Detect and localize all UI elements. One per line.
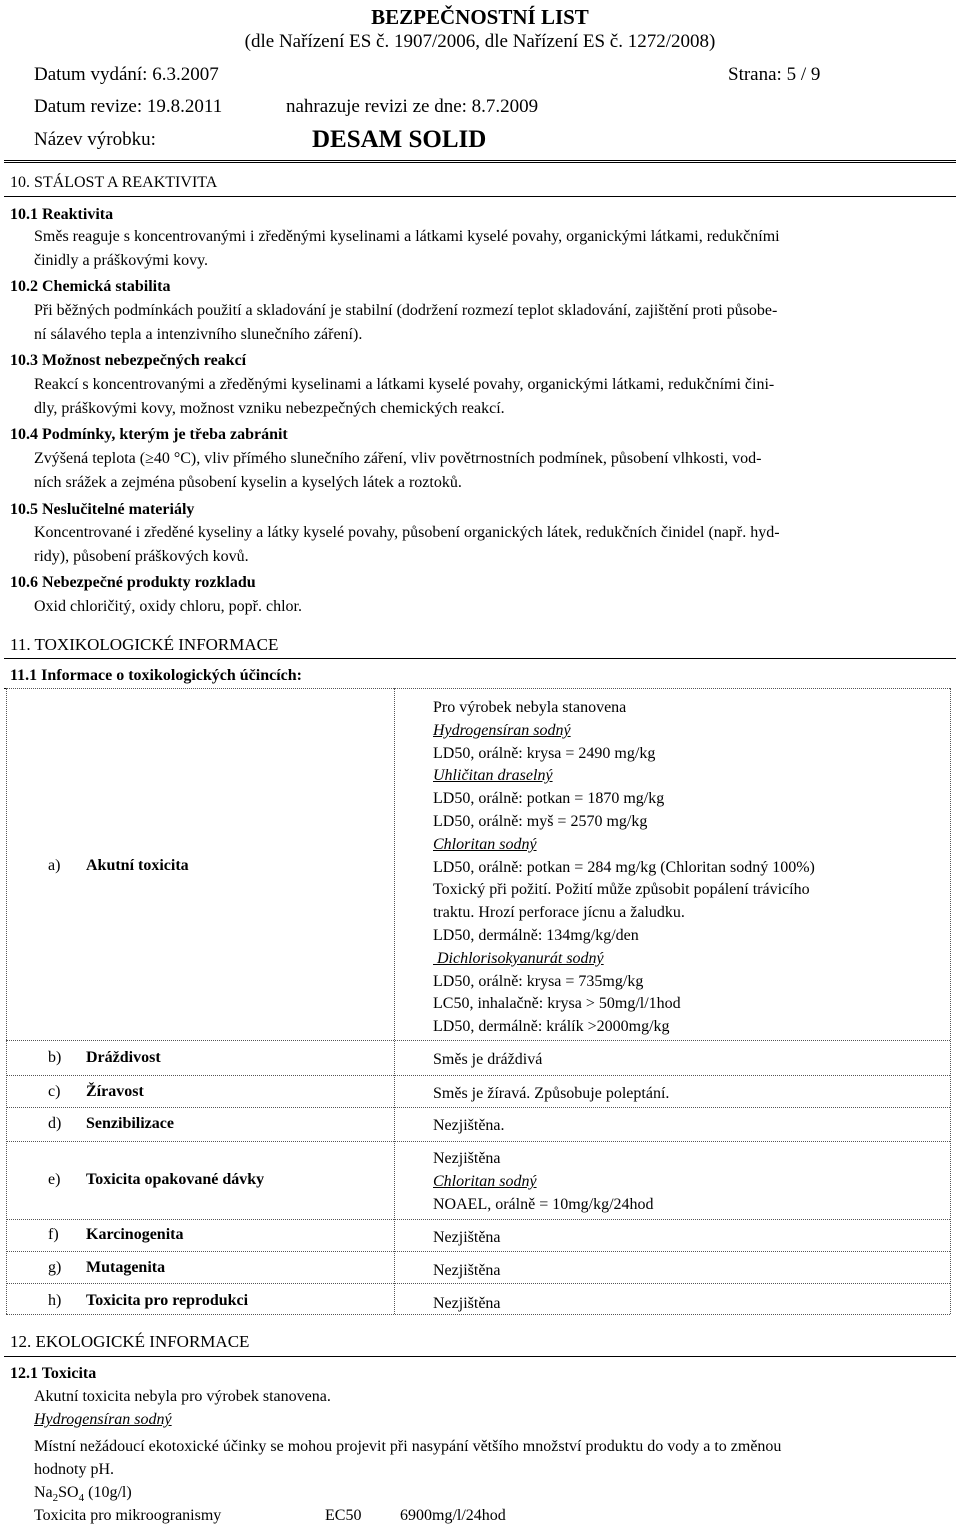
- section-12-title: 12. EKOLOGICKÉ INFORMACE: [10, 1332, 250, 1351]
- s10-5-title: 10.5 Neslučitelné materiály: [10, 501, 195, 518]
- acute-line: LD50, orálně: potkan = 1870 mg/kg: [433, 790, 665, 808]
- row-h-value: Nezjištěna: [433, 1295, 501, 1312]
- row-g-value: Nezjištěna: [433, 1262, 501, 1279]
- s10-2-text-2: ní sálavého tepla a intenzivního slunečního záření).: [34, 326, 363, 343]
- issue-date: Datum vydání: 6.3.2007: [34, 64, 219, 85]
- regulation-subtitle: (dle Nařízení ES č. 1907/2006, dle Nařízení ES č. 1272/2008): [244, 31, 716, 52]
- s10-1-text-2: činidly a práškovými kovy.: [34, 252, 209, 269]
- formula-concentration: (10g/l): [84, 1484, 132, 1501]
- ec50-label: EC50: [325, 1507, 362, 1524]
- s12-1-text-4: hodnoty pH.: [34, 1461, 114, 1478]
- row-f-value: Nezjištěna: [433, 1229, 501, 1246]
- s10-6-text-1: Oxid chloričitý, oxidy chloru, popř. chlor.: [34, 598, 302, 615]
- formula-sub-4: 4: [78, 1492, 85, 1505]
- s10-4-text-1: Zvýšená teplota (≥40 °C), vliv přímého slunečního záření, vliv povětrnostních podmínek, působení vlhkosti, vod-: [34, 450, 762, 467]
- row-e-label: Toxicita opakované dávky: [86, 1171, 265, 1188]
- section-12-divider: [4, 1356, 956, 1357]
- formula-na: Na: [34, 1484, 53, 1501]
- s10-2-title: 10.2 Chemická stabilita: [10, 278, 171, 295]
- s10-4-title: 10.4 Podmínky, kterým je třeba zabránit: [10, 426, 288, 443]
- s10-3-title: 10.3 Možnost nebezpečných reakcí: [10, 352, 247, 369]
- substance-name: Dichlorisokyanurát sodný: [433, 949, 604, 967]
- row-g-label: Mutagenita: [86, 1259, 166, 1276]
- row-f-label: Karcinogenita: [86, 1226, 184, 1243]
- formula-sub-2: 2: [52, 1492, 59, 1505]
- acute-line: LD50, dermálně: 134mg/kg/den: [433, 926, 639, 944]
- acute-line: LD50, orálně: myš = 2570 mg/kg: [433, 812, 648, 830]
- acute-line: LD50, orálně: krysa = 2490 mg/kg: [433, 744, 656, 762]
- document-title: BEZPEČNOSTNÍ LIST: [371, 5, 589, 29]
- substance-name: Uhličitan draselný: [433, 767, 553, 785]
- replaces-revision: nahrazuje revizi ze dne: 8.7.2009: [286, 96, 539, 117]
- s10-2-text-1: Při běžných podmínkách použití a skladování je stabilní (dodržení rozmezí teplot skladování, zajištění proti působe-: [34, 302, 778, 319]
- row-e-values: [433, 1148, 654, 1216]
- row-d-value: Nezjištěna.: [433, 1117, 505, 1134]
- section-11-title: 11. TOXIKOLOGICKÉ INFORMACE: [10, 635, 279, 654]
- header-divider: [4, 160, 956, 163]
- s10-1-title: 10.1 Reaktivita: [10, 206, 114, 223]
- acute-line: LD50, orálně: potkan = 284 mg/kg (Chloritan sodný 100%): [433, 858, 815, 876]
- section-11-divider: [4, 658, 956, 659]
- acute-line: LD50, dermálně: králík >2000mg/kg: [433, 1018, 670, 1036]
- formula-so: SO: [58, 1484, 79, 1501]
- substance-name: Chloritan sodný: [433, 1172, 537, 1190]
- product-label: Název výrobku:: [34, 129, 156, 150]
- row-h-letter: h): [48, 1292, 62, 1309]
- substance-name: Hydrogensíran sodný: [34, 1411, 172, 1428]
- substance-name: Chloritan sodný: [433, 835, 537, 853]
- row-c-label: Žíravost: [86, 1083, 144, 1100]
- s10-1-text-1: Směs reaguje s koncentrovanými i zředěnými kyselinami a látkami kyselé povahy, organickými látkami, redukčními: [34, 228, 780, 245]
- row-a-values: [433, 697, 815, 1039]
- s10-5-text-1: Koncentrované i zředěné kyseliny a látky kyselé povahy, působení organických látek, redukčních činidel (např. hyd-: [34, 524, 780, 541]
- substance-name: Hydrogensíran sodný: [433, 721, 571, 739]
- row-d-label: Senzibilizace: [86, 1115, 174, 1132]
- product-name: DESAM SOLID: [312, 126, 487, 153]
- page-number: Strana: 5 / 9: [728, 64, 821, 85]
- row-a-letter: a): [48, 857, 61, 874]
- s11-1-title: 11.1 Informace o toxikologických účincích:: [10, 667, 302, 684]
- acute-line: Toxický při požití. Požití může způsobit popálení trávicího: [433, 881, 810, 899]
- row-b-letter: b): [48, 1049, 62, 1066]
- s10-3-text-1: Reakcí s koncentrovanými a zředěnými kyselinami a látkami kyselé povahy, organickými látkami, redukčními čini-: [34, 376, 775, 393]
- s10-4-text-2: ních srážek a zejména působení kyselin a kyselých látek a roztoků.: [34, 474, 462, 491]
- row-e-letter: e): [48, 1171, 61, 1188]
- acute-line: Pro výrobek nebyla stanovena: [433, 699, 627, 716]
- s12-1-text-3: Místní nežádoucí ekotoxické účinky se mohou projevit při nasypání většího množství produktu do vody a to změnou: [34, 1438, 782, 1455]
- row-b-value: Směs je dráždivá: [433, 1051, 543, 1068]
- microorganism-toxicity-label: Toxicita pro mikroogranismy: [34, 1507, 222, 1524]
- s10-5-text-2: ridy), působení práškových kovů.: [34, 548, 249, 565]
- acute-line: LC50, inhalačně: krysa > 50mg/l/1hod: [433, 995, 681, 1013]
- repeat-dose-line: NOAEL, orálně = 10mg/kg/24hod: [433, 1195, 654, 1213]
- row-h-label: Toxicita pro reprodukci: [86, 1292, 249, 1309]
- revision-date: Datum revize: 19.8.2011: [34, 96, 223, 117]
- acute-line: LD50, orálně: krysa = 735mg/kg: [433, 972, 644, 990]
- acute-line: traktu. Hrozí perforace jícnu a žaludku.: [433, 904, 685, 922]
- row-f-letter: f): [48, 1226, 59, 1243]
- row-g-letter: g): [48, 1259, 62, 1276]
- s12-1-title: 12.1 Toxicita: [10, 1365, 97, 1382]
- s10-6-title: 10.6 Nebezpečné produkty rozkladu: [10, 574, 256, 591]
- repeat-dose-line: Nezjištěna: [433, 1150, 501, 1167]
- section-10-title: 10. STÁLOST A REAKTIVITA: [10, 174, 218, 191]
- s12-1-text-1: Akutní toxicita nebyla pro výrobek stanovena.: [34, 1388, 331, 1405]
- row-b-label: Dráždivost: [86, 1049, 161, 1066]
- row-a-label: Akutní toxicita: [86, 857, 189, 874]
- row-c-value: Směs je žíravá. Způsobuje poleptání.: [433, 1085, 670, 1102]
- ec50-value: 6900mg/l/24hod: [400, 1507, 506, 1524]
- s10-3-text-2: dly, práškovými kovy, možnost vzniku nebezpečných chemických reakcí.: [34, 400, 505, 417]
- row-c-letter: c): [48, 1083, 61, 1100]
- section-10-divider: [4, 196, 956, 197]
- row-d-letter: d): [48, 1115, 62, 1132]
